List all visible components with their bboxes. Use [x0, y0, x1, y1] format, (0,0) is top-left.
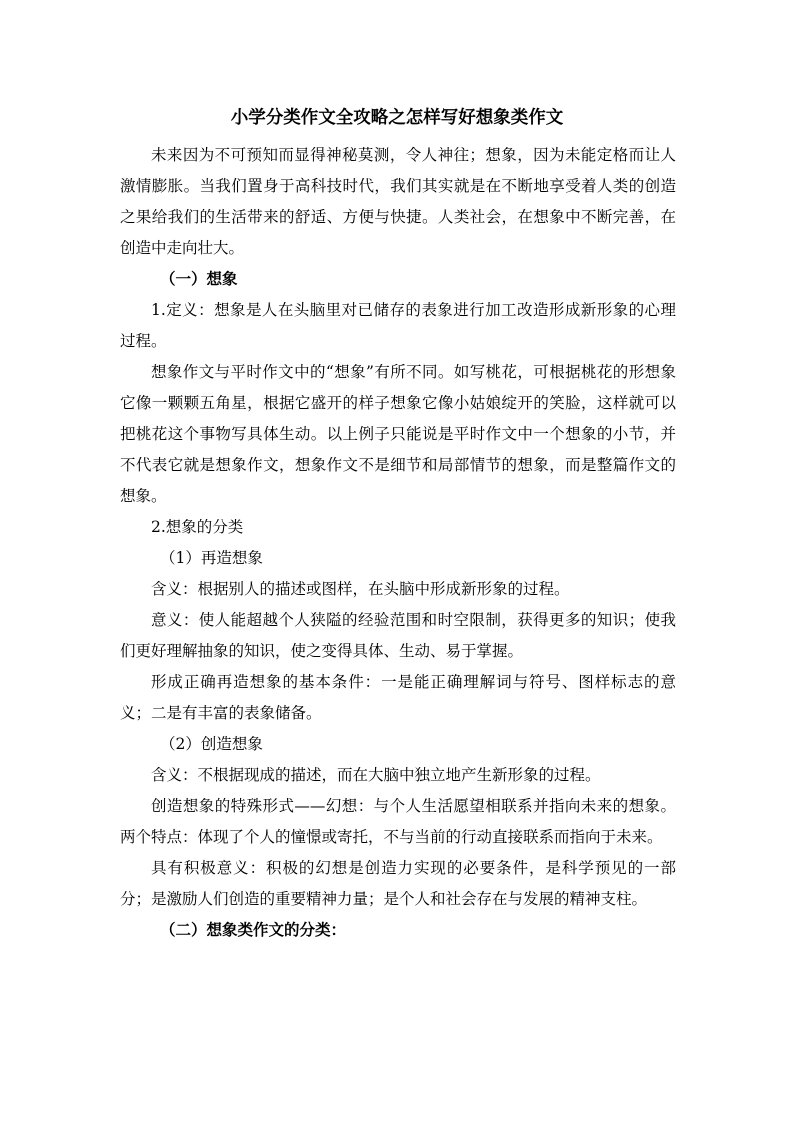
- intro-paragraph: 未来因为不可预知而显得神秘莫测，令人神往；想象，因为未能定格而让人激情膨胀。当我们置身于高科技时代，我们其实就是在不断地享受着人类的创造之果给我们的生活带来的舒适、方便与快捷。人类社会，在想象中不断完善，在创造中走向壮大。: [120, 146, 676, 257]
- positive-significance-paragraph: 具有积极意义：积极的幻想是创造力实现的必要条件，是科学预见的一部分；是激励人们创造的重要精神力量；是个人和社会存在与发展的精神支柱。: [120, 859, 676, 908]
- creative-meaning-paragraph: 含义：不根据现成的描述，而在大脑中独立地产生新形象的过程。: [151, 766, 601, 784]
- reproductive-conditions-paragraph: 形成正确再造想象的基本条件：一是能正确理解词与符号、图样标志的意义；二是有丰富的表象储备。: [120, 673, 676, 722]
- subheading-reproductive-imagination: （1）再造想象: [160, 549, 263, 567]
- classification-heading: 2.想象的分类: [151, 518, 244, 536]
- document-body: [120, 140, 676, 946]
- fantasy-paragraph: 创造想象的特殊形式——幻想：与个人生活愿望相联系并指向未来的想象。两个特点：体现了个人的憧憬或寄托，不与当前的行动直接联系而指向于未来。: [120, 797, 676, 846]
- reproductive-meaning-paragraph: 含义：根据别人的描述或图样，在头脑中形成新形象的过程。: [151, 580, 570, 598]
- comparison-paragraph: 想象作文与平时作文中的“想象”有所不同。如写桃花，可根据桃花的形想象它像一颗颗五角星，根据它盛开的样子想象它像小姑娘绽开的笑脸，这样就可以把桃花这个事物写具体生动。以上例子只能说是平时作文中一个想象的小节，并不代表它就是想象作文，想象作文不是细节和局部情节的想象，而是整篇作文的想象。: [120, 363, 676, 505]
- subheading-creative-imagination: （2）创造想象: [160, 735, 263, 753]
- reproductive-significance-paragraph: 意义：使人能超越个人狭隘的经验范围和时空限制，获得更多的知识；使我们更好理解抽象的知识，使之变得具体、生动、易于掌握。: [120, 611, 676, 660]
- definition-paragraph: 1.定义：想象是人在头脑里对已储存的表象进行加工改造形成新形象的心理过程。: [120, 301, 676, 350]
- section-heading-composition-types: （二）想象类作文的分类：: [160, 921, 347, 939]
- page-title: 小学分类作文全攻略之怎样写好想象类作文: [230, 108, 564, 128]
- section-heading-imagination: （一）想象: [160, 270, 238, 288]
